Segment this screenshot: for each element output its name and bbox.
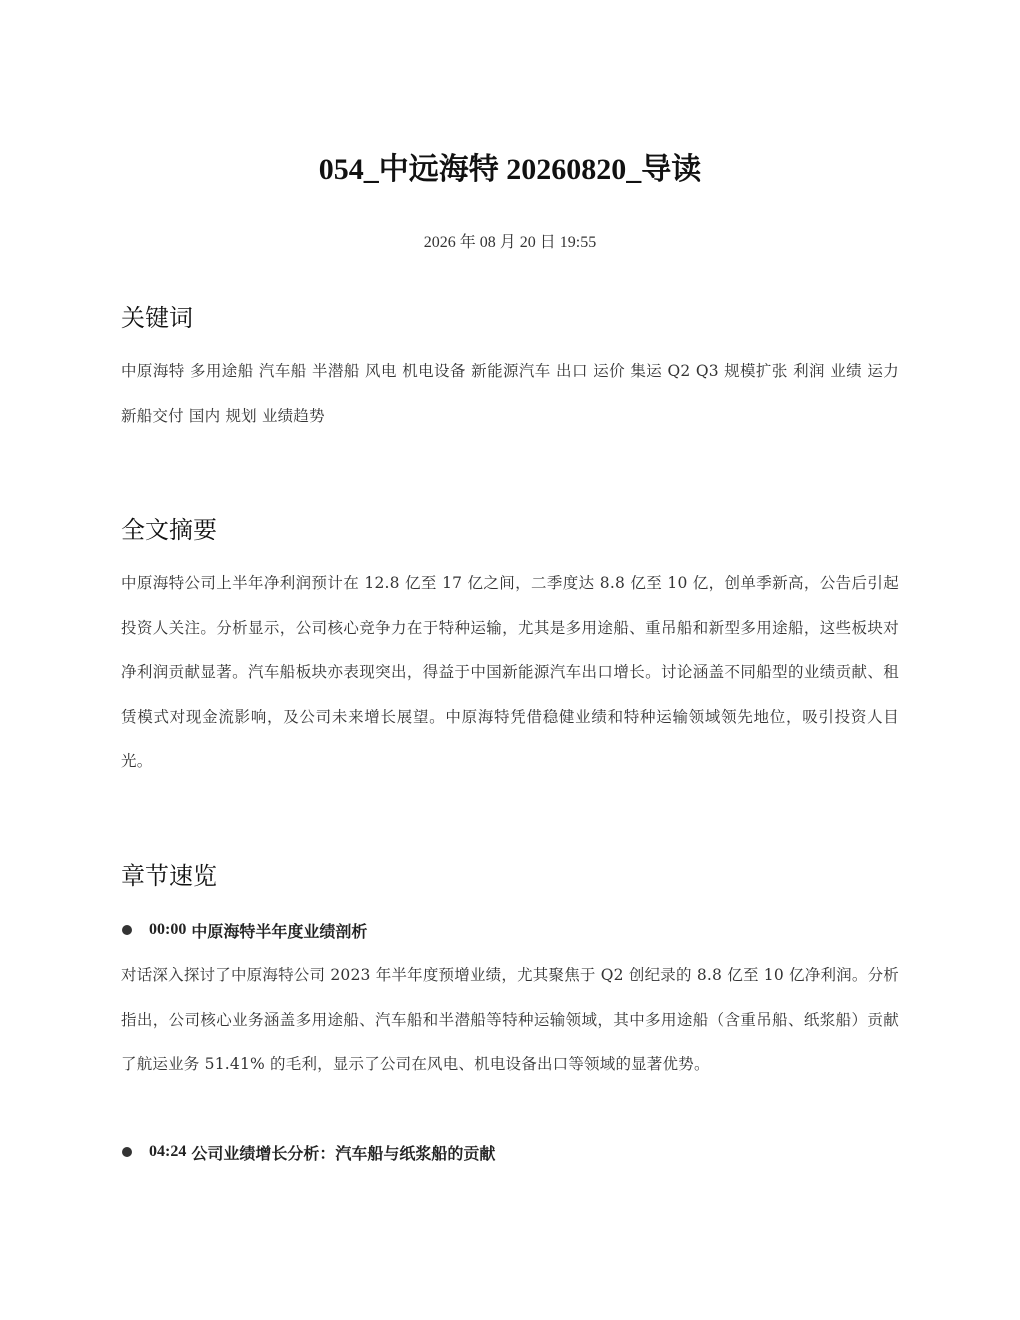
chapter-item[interactable] — [121, 917, 899, 943]
summary-heading: 全文摘要 — [121, 516, 217, 544]
document-title: 054_中远海特 20260820_导读 — [318, 153, 702, 186]
chapter-timestamp[interactable]: 04:24 — [149, 1143, 187, 1160]
chapters-heading: 章节速览 — [121, 862, 217, 890]
chapter-timestamp[interactable]: 00:00 — [149, 921, 187, 938]
keywords-text: 中原海特 多用途船 汽车船 半潜船 风电 机电设备 新能源汽车 出口 运价 集运 Q2 Q3 规模扩张 利润 业绩 运力 新船交付 国内 规划 业绩趋势 — [121, 362, 899, 425]
chapter-title: 公司业绩增长分析：汽车船与纸浆船的贡献 — [191, 1143, 496, 1163]
summary-text: 中原海特公司上半年净利润预计在 12.8 亿至 17 亿之间，二季度达 8.8 亿至 10 亿，创单季新高，公告后引起投资人关注。分析显示，公司核心竞争力在于特种运输，尤其是多用途船、重吊船和新型多用途船，这些板块对净利润贡献显著。汽车船板块亦表现突出，得益于中国新能源汽车出口增长。讨论涵盖不同船型的业绩贡献、租赁模式对现金流影响，及公司未来增长展望。中原海特凭借稳健业绩和特种运输领域领先地位，吸引投资人目光。 — [121, 574, 899, 770]
document-date: 2026 年 08 月 20 日 19:55 — [423, 234, 597, 251]
keywords-heading: 关键词 — [121, 304, 193, 332]
chapter-title: 中原海特半年度业绩剖析 — [191, 921, 368, 941]
bullet-icon — [122, 925, 132, 935]
bullet-icon — [122, 1147, 132, 1157]
chapter-text: 对话深入探讨了中原海特公司 2023 年半年度预增业绩，尤其聚焦于 Q2 创纪录的 8.8 亿至 10 亿净利润。分析指出，公司核心业务涵盖多用途船、汽车船和半潜船等特种运输领域，其中多用途船（含重吊船、纸浆船）贡献了航运业务 51.41% 的毛利，显示了公司在风电、机电设备出口等领域的显著优势。 — [121, 966, 899, 1073]
chapter-item[interactable] — [121, 1139, 899, 1165]
